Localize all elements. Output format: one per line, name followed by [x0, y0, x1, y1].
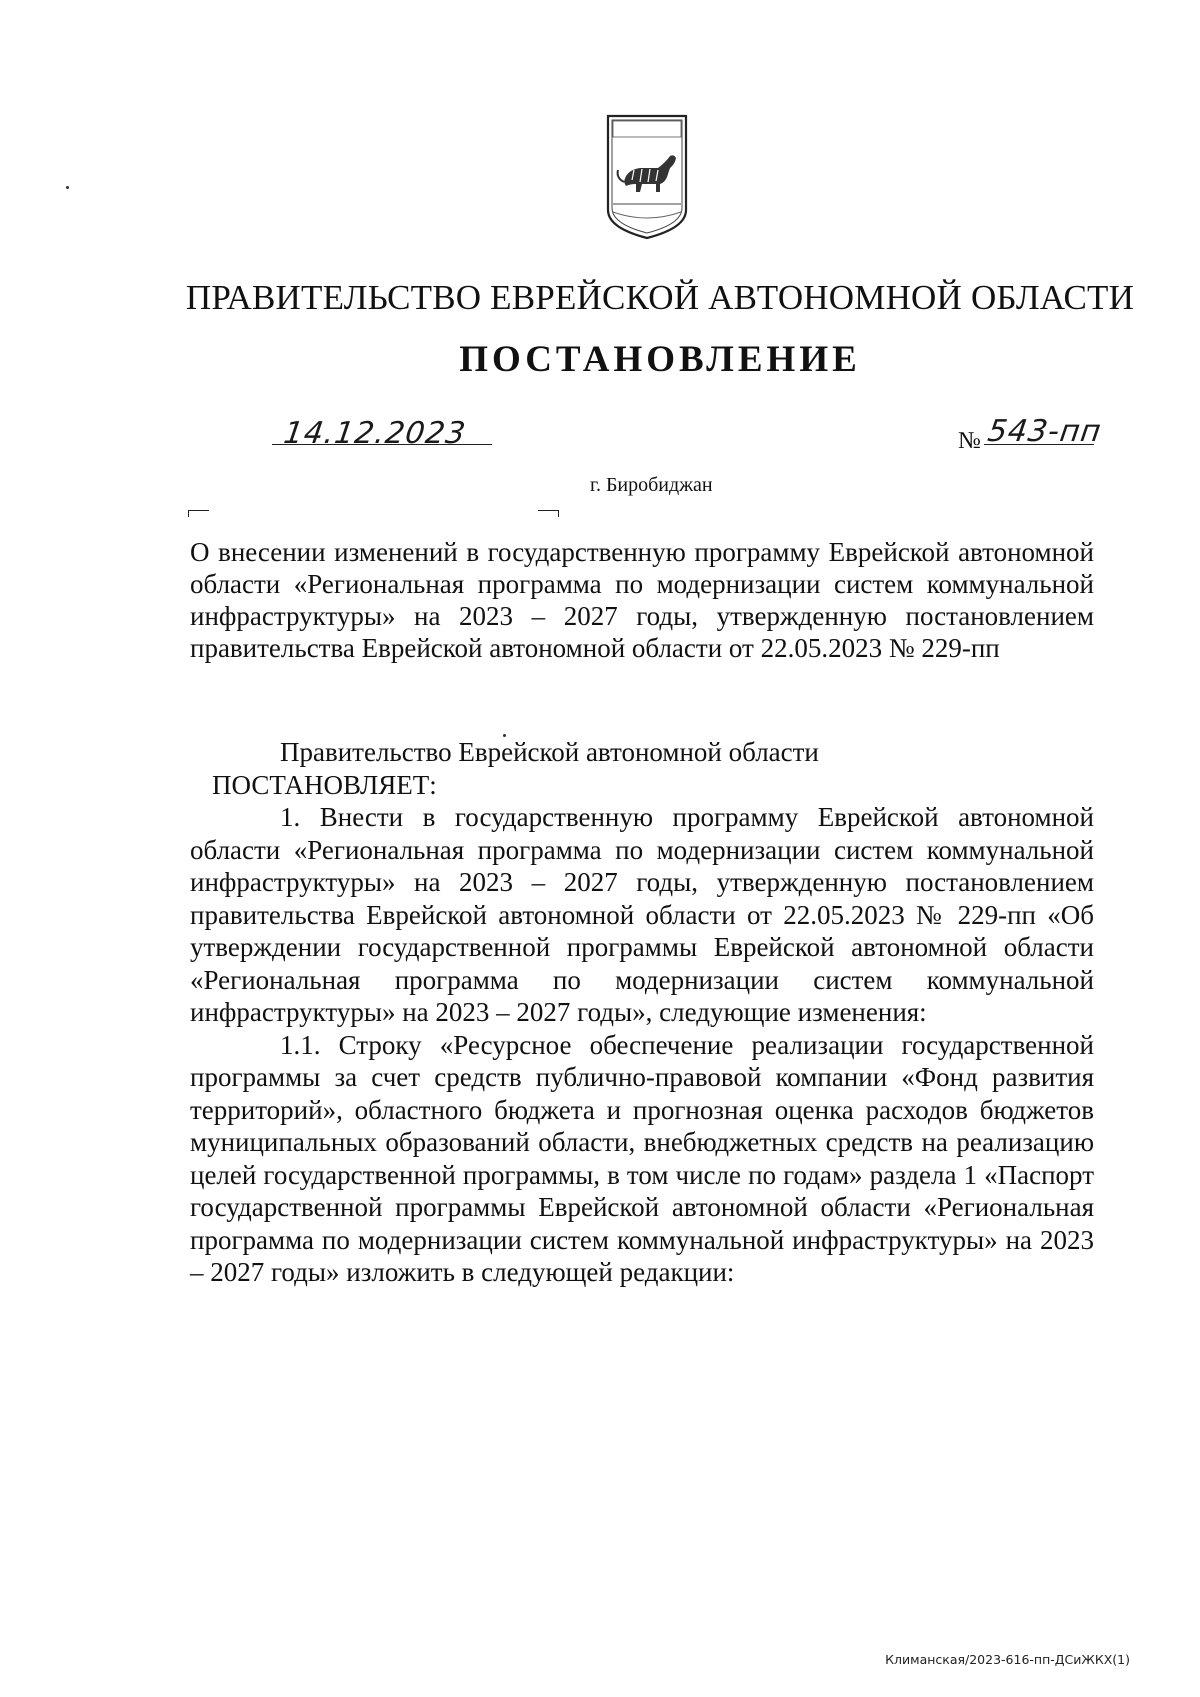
coat-of-arms-tiger-icon: [604, 112, 690, 242]
document-subject: [190, 536, 1094, 664]
body-item-1-1: 1.1. Строку «Ресурсное обеспечение реализации государственной программы за счет средств публично-правовой компании «Фонд развития территорий», областного бюджета и прогнозная оценка расходов бюджетов муниципальных образований области, внебюджетных средств на реализацию целей государственной программы, в том числе по годам» раздела 1 «Паспорт государственной программы Еврейской автономной области «Региональная программа по модернизации систем коммунальной инфраструктуры» на 2023 – 2027 годы» изложить в следующей редакции:: [190, 1029, 1094, 1287]
body-item-1: 1. Внести в государственную программу Еврейской автономной области «Региональная программа по модернизации систем коммунальной инфраструктуры» на 2023 – 2027 годы, утвержденную постановлением правительства Еврейской автономной области от 22.05.2023 № 229-пп «Об утверждении государственной программы Еврейской автономной области «Региональная программа по модернизации систем коммунальной инфраструктуры» на 2023 – 2027 годы», следующие изменения:: [190, 802, 1094, 1027]
scan-speck: [66, 186, 69, 189]
date-underline: [272, 444, 492, 445]
government-title: ПРАВИТЕЛЬСТВО ЕВРЕЙСКОЙ АВТОНОМНОЙ ОБЛАСТИ: [185, 278, 1135, 317]
number-underline: [984, 444, 1094, 445]
number-sign: №: [958, 428, 981, 454]
document-reference: Климанская/2023-616-пп-ДСиЖКХ(1): [885, 1652, 1130, 1667]
subject-bracket-right: [538, 510, 559, 517]
document-body: [190, 736, 1094, 1289]
body-intro: Правительство Еврейской автономной области: [280, 737, 819, 767]
city-name: г. Биробиджан: [590, 474, 713, 496]
subject-text: О внесении изменений в государственную программу Еврейской автономной области «Региональная программа по модернизации систем коммунальной инфраструктуры» на 2023 – 2027 годы, утвержденную постановлением правительства Еврейской автономной области от 22.05.2023 № 229-пп: [190, 537, 1094, 663]
document-date: 14.12.2023: [281, 416, 469, 451]
subject-bracket-left: [188, 510, 209, 517]
document-type-title: ПОСТАНОВЛЕНИЕ: [459, 339, 861, 380]
document-number: 543-пп: [985, 414, 1104, 449]
body-decree: ПОСТАНОВЛЯЕТ:: [212, 769, 437, 800]
